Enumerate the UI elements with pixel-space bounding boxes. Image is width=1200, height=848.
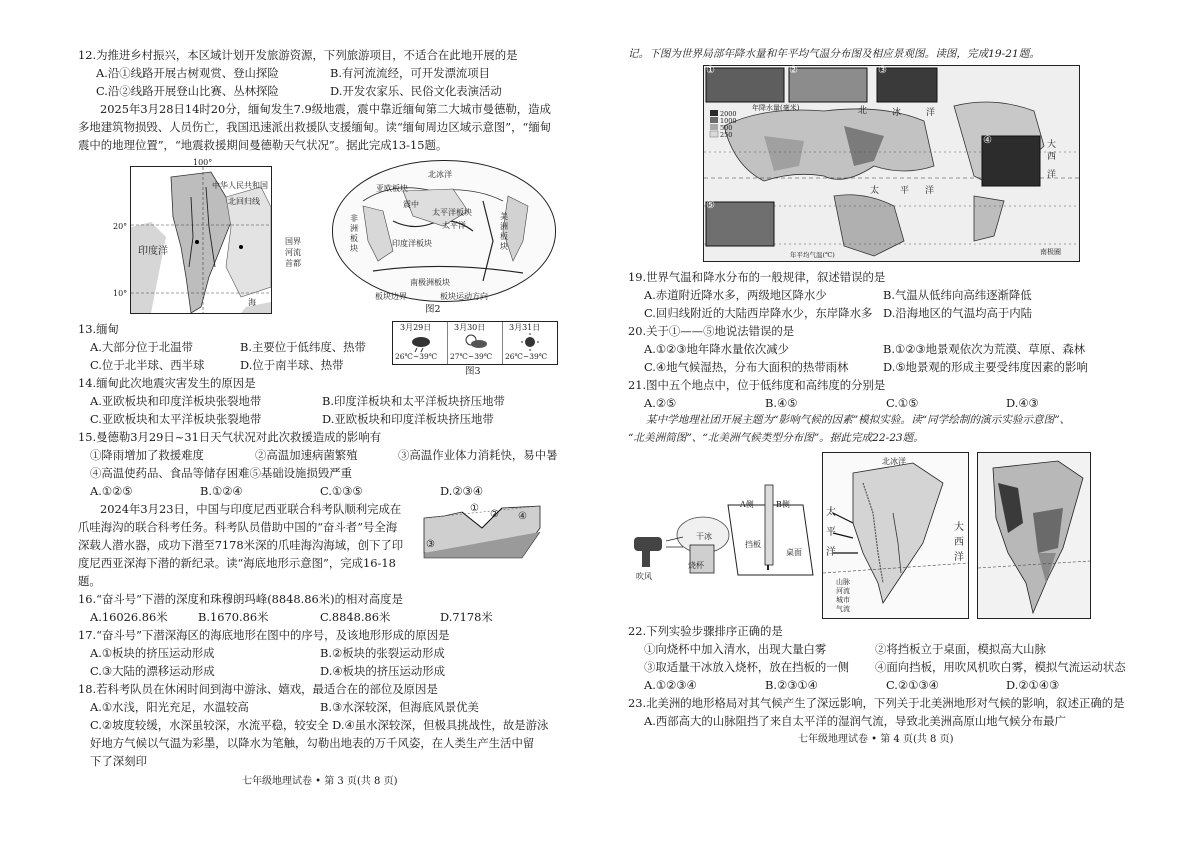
experiment-diagram-svg: [628, 475, 818, 585]
q14-option-a: A.亚欧板块和印度洋板块张裂地带: [90, 394, 262, 408]
world-climate-map-svg: [704, 66, 1079, 261]
q22-option-c: C.②①③④: [886, 678, 939, 692]
map1-china-label: 中华人民共和国: [212, 181, 268, 190]
q15-option-c: C.①③⑤: [320, 484, 363, 498]
passage-myanmar-1: 2025年3月28日14时20分，缅甸发生7.9级地震，震中靠近缅甸第二大城市曼德勒，造成: [100, 102, 551, 116]
na-atlantic-3: 洋: [954, 552, 964, 563]
q20-option-b: B.①②③地景观依次为荒漠、草原、森林: [883, 342, 1086, 356]
map-label-tai: 太: [870, 186, 880, 196]
map-label-yang2: 洋: [1047, 170, 1057, 180]
q17-option-a: A.①板块的挤压运动形成: [90, 646, 215, 660]
q12-option-d: D.开发农家乐、民俗文化表演活动: [330, 84, 502, 98]
map-legend-250: 250: [720, 131, 733, 139]
q22-option-d: D.②①④③: [1006, 678, 1060, 692]
exp-desk: 桌面: [786, 548, 802, 557]
exp-a-side: A侧: [740, 500, 754, 509]
q14-option-c: C.亚欧板块和太平洋板块张裂地带: [90, 412, 262, 426]
q19-option-d: D.沿海地区的气温均高于内陆: [883, 306, 1033, 320]
exp-board: 挡板: [745, 540, 761, 549]
q13-stem: 13.缅甸: [78, 322, 119, 336]
map2-african-plate: 非洲板块: [350, 214, 358, 253]
q20-option-d: D.⑤地景观的形成主要受纬度因素的影响: [883, 360, 1088, 374]
na-legend-airflow: 气流: [836, 605, 850, 613]
sun-icon: [521, 333, 539, 351]
map2-arctic: 北冰洋: [428, 170, 452, 179]
q20-stem: 20.关于①——⑤地说法错误的是: [628, 324, 795, 338]
world-map-intro: 记。下图为世界局部年降水量和年平均气温分布图及相应景观图。读图，完成19-21题。: [628, 48, 1040, 60]
map1-sea-label: 海: [248, 298, 256, 307]
passage-java-4: 度尼西亚深海下潜的新纪录。读“海底地形示意图”，完成16-18: [78, 556, 396, 570]
weather-date-2: 3月30日: [454, 323, 486, 332]
q13-option-c: C.位于北半球、西半球: [90, 358, 205, 372]
map2-caption: 图2: [425, 304, 441, 315]
q22-step-4: ④面向挡板，用吹风机吹白雾，模拟气流运动状态: [875, 660, 1126, 674]
map2-pacific-plate: 太平洋板块: [432, 208, 472, 217]
photo-label-5: ⑤: [706, 200, 715, 211]
na-pacific-2: 平: [826, 527, 836, 538]
map1-lat-20: 20°: [113, 222, 128, 231]
q20-option-c: C.④地气候湿热，分布大面积的热带雨林: [644, 360, 849, 374]
map1-legend-capital: 首都: [285, 259, 301, 268]
na-pacific-3: 洋: [826, 547, 836, 558]
q15-item-1: ①降雨增加了救援难度: [90, 448, 204, 462]
q22-option-a: A.①②③④: [644, 678, 697, 692]
na-legend-mountain: 山脉: [836, 578, 850, 586]
q17-option-b: B.②板块的张裂运动形成: [320, 646, 445, 660]
q16-option-c: C.8848.86米: [320, 610, 391, 624]
map2-legend-direction: 板块运动方向: [440, 292, 488, 301]
q13-option-a: A.大部分位于北温带: [90, 340, 193, 354]
q21-option-a: A.②⑤: [644, 396, 677, 410]
photo-label-2: ②: [789, 65, 798, 76]
q22-step-3: ③取适量干冰放入烧杯，放在挡板的一侧: [644, 660, 850, 674]
map-label-da: 大: [1047, 140, 1057, 150]
map1-tropic-label: 北回归线: [228, 197, 260, 206]
q12-stem: 12.为推进乡村振兴，本区域计划开发旅游资源，下列旅游项目，不适合在此地开展的是: [78, 48, 518, 62]
weather-temp-1: 26℃~39℃: [395, 352, 438, 361]
q23-option-a: A.西部高大的山脉阻挡了来自太平洋的湿润气流，导致北美洲高原山地气候分布最广: [644, 714, 1066, 728]
map2-legend-boundary: 板块边界: [375, 292, 407, 301]
na-legend-river: 河流: [836, 587, 850, 595]
weather-caption: 图3: [465, 366, 481, 377]
weather-date-3: 3月31日: [509, 323, 541, 332]
q17-stem: 17.“奋斗号”下潜深海区的海底地形在图中的序号，及该地形形成的原因是: [78, 628, 450, 642]
map1-legend-river: 河流: [285, 248, 301, 257]
left-page: [0, 0, 598, 848]
q17-option-c: C.③大陆的漂移运动形成: [90, 664, 215, 678]
photo-label-3: ③: [878, 65, 887, 76]
exp-dry-ice: 干冰: [696, 532, 712, 541]
q18-continuation-1: 好地方气候以气温为彩墨，以降水为笔触，勾勒出地表的万千风姿，在人类生产生活中留: [90, 736, 535, 750]
q20-option-a: A.①②③地年降水量依次减少: [644, 342, 789, 356]
seafloor-label-2: ②: [490, 509, 499, 520]
q21-stem: 21.图中五个地点中，位于低纬度和高纬度的分别是: [628, 378, 886, 392]
q18-stem: 18.若科考队员在休闲时间到海中游泳、嬉戏，最适合在的部位及原因是: [78, 682, 438, 696]
q15-option-b: B.①②④: [200, 484, 243, 498]
q12-option-c: C.沿②线路开展登山比赛、丛林探险: [96, 84, 279, 98]
passage-experiment-2: “北美洲简图”、“北美洲气候类型分布图”。据此完成22-23题。: [628, 432, 924, 444]
passage-experiment-1: 某中学地理社团开展主题为“影响气候的因素”模拟实验。读“同学绘制的演示实验示意图”、: [646, 414, 1071, 426]
q21-option-b: B.④⑤: [765, 396, 798, 410]
q15-item-2: ②高温加速病菌繁殖: [255, 448, 358, 462]
q12-option-a: A.沿①线路开展古树观赏、登山探险: [96, 66, 279, 80]
exp-beaker: 烧杯: [688, 561, 704, 570]
world-climate-map: [703, 65, 1080, 262]
experiment-diagram: [628, 475, 818, 585]
q19-stem: 19.世界气温和降水分布的一般规律，叙述错误的是: [628, 270, 886, 284]
map-legend-500: 500: [720, 124, 733, 132]
q22-stem: 22.下列实验步骤排序正确的是: [628, 624, 783, 638]
map2-eurasian-plate: 亚欧板块: [376, 184, 408, 193]
exp-dryer: 吹风: [636, 572, 652, 581]
passage-java-1: 2024年3月23日，中国与印度尼西亚联合科考队顺利完成在: [100, 502, 402, 516]
map-label-xi: 西: [1047, 152, 1057, 162]
na-climate-map: [977, 452, 1091, 619]
q13-option-d: D.位于南半球、热带: [240, 358, 344, 372]
q22-step-2: ②将挡板立于桌面，模拟高大山脉: [875, 642, 1046, 656]
q19-option-c: C.回归线附近的大陆西岸降水少，东岸降水多: [644, 306, 873, 320]
q16-option-a: A.16026.86米: [90, 610, 168, 624]
passage-myanmar-3: 震中的地理位置”，“地震救援期间曼德勒天气状况”。据此完成13-15题。: [78, 138, 448, 152]
map-legend-title: 年降水量(毫米): [752, 104, 800, 112]
map-label-yang3: 洋: [925, 186, 935, 196]
map1-legend-border: 国界: [285, 237, 301, 246]
q18-continuation-2: 下了深刻印: [90, 754, 147, 768]
q18-option-a: A.①水浅，阳光充足，水温较高: [90, 700, 249, 714]
q14-stem: 14.缅甸此次地震灾害发生的原因是: [78, 376, 256, 390]
q15-option-a: A.①②⑤: [90, 484, 133, 498]
partly-cloudy-icon: [466, 335, 487, 348]
map1-lat-10: 10°: [113, 289, 128, 298]
q15-option-d: D.②③④: [440, 484, 483, 498]
q16-option-d: D.7178米: [440, 610, 493, 624]
left-page-footer: 七年级地理试卷 • 第 3 页(共 8 页): [242, 776, 398, 787]
q15-item-4: ④高温使药品、食品等储存困难⑤基础设施损毁严重: [90, 466, 352, 480]
seafloor-label-4: ④: [518, 511, 527, 522]
weather-temp-2: 27℃~39℃: [450, 352, 493, 361]
seafloor-label-1: ①: [470, 503, 479, 514]
seafloor-diagram-svg: [422, 498, 542, 560]
q15-item-3: ③高温作业体力消耗快，易中暑: [398, 448, 558, 462]
passage-myanmar-2: 多地建筑物损毁、人员伤亡，我国迅速派出救援队支援缅甸。读“缅甸周边区域示意图”，“缅甸: [78, 120, 552, 134]
na-atlantic-2: 西: [954, 537, 964, 548]
passage-java-3: 深载人潜水器，成功下潜至7178米深的爪哇海沟海域，创下了印: [78, 538, 404, 552]
q21-option-c: C.①⑤: [886, 396, 919, 410]
q21-option-d: D.④③: [1006, 396, 1039, 410]
map-temp-legend: 年平均气温(℃): [790, 251, 835, 259]
na-pacific-1: 太: [826, 507, 836, 518]
cloud-rain-icon: [412, 337, 430, 352]
map2-antarctic-plate: 南极洲板块: [410, 278, 450, 287]
seafloor-diagram: [422, 498, 542, 560]
weather-date-1: 3月29日: [400, 323, 432, 332]
photo-label-1: ①: [706, 65, 715, 76]
seafloor-label-3: ③: [426, 539, 435, 550]
na-atlantic-1: 大: [954, 522, 964, 533]
photo-label-4: ④: [983, 135, 992, 146]
map-legend-2000: 2000: [720, 110, 737, 118]
q12-option-b: B.有河流流经，可开发漂流项目: [330, 66, 491, 80]
map1-lon-100: 100°: [193, 158, 213, 167]
q16-option-b: B.1670.86米: [198, 610, 269, 624]
map2-indian-plate: 印度洋板块: [392, 239, 432, 248]
q22-option-b: B.②③①④: [765, 678, 818, 692]
q15-stem: 15.曼德勒3月29日~31日天气状况对此次救援造成的影响有: [78, 430, 382, 444]
q14-option-d: D.亚欧板块和印度洋板块挤压地带: [322, 412, 494, 426]
q17-option-d: D.④板块的挤压运动形成: [320, 664, 446, 678]
q14-option-b: B.印度洋板块和太平洋板块挤压地带: [322, 394, 505, 408]
right-page-footer: 七年级地理试卷 • 第 4 页(共 8 页): [798, 734, 954, 745]
q19-option-a: A.赤道附近降水多，两级地区降水少: [644, 288, 827, 302]
q16-stem: 16.“奋斗号”下潜的深度和珠穆朗玛峰(8848.86米)的相对高度是: [78, 592, 403, 606]
na-climate-map-svg: [978, 453, 1090, 618]
exp-b-side: B侧: [776, 500, 790, 509]
q13-option-b: B.主要位于低纬度、热带: [240, 340, 366, 354]
map-label-antarctic-circle: 南极圈: [1040, 248, 1061, 256]
map1-indian-ocean: 印度洋: [138, 246, 168, 257]
na-arctic: 北冰洋: [882, 457, 906, 466]
passage-java-5: 题。: [78, 574, 101, 588]
q23-stem: 23.北美洲的地形格局对其气候产生了深远影响，下列关于北美洲地形对气候的影响，叙述正确的是: [628, 696, 1125, 710]
map-label-yang1: 洋: [926, 108, 936, 118]
map-label-ping: 平: [900, 186, 910, 196]
map-label-bing: 冰: [892, 108, 902, 118]
weather-temp-3: 26℃~39℃: [505, 352, 548, 361]
passage-java-2: 爪哇海沟的联合科考任务。科考队员借助中国的“奋斗者”号全海: [78, 520, 398, 534]
na-legend-city: 城市: [836, 596, 850, 604]
map2-pacific-ocean: 太平洋: [442, 221, 466, 230]
q22-step-1: ①向烧杯中加入清水，出现大量白雾: [644, 642, 827, 656]
hair-dryer-icon: [634, 537, 662, 567]
map-legend-1000: 1000: [720, 117, 737, 125]
map-label-bei: 北: [858, 106, 868, 116]
map2-epicenter: 震中: [403, 200, 419, 209]
right-page: [600, 0, 1200, 848]
q18-option-c: C.②坡度较缓，水深虽较深，水流平稳，较安全 D.④虽水深较深，但极具挑战性，故是游泳: [90, 718, 549, 732]
q18-option-b: B.③水深较深，但海底风景优美: [320, 700, 479, 714]
q19-option-b: B.气温从低纬向高纬逐渐降低: [883, 288, 1032, 302]
map2-american-plate: 美洲板块: [500, 212, 508, 251]
